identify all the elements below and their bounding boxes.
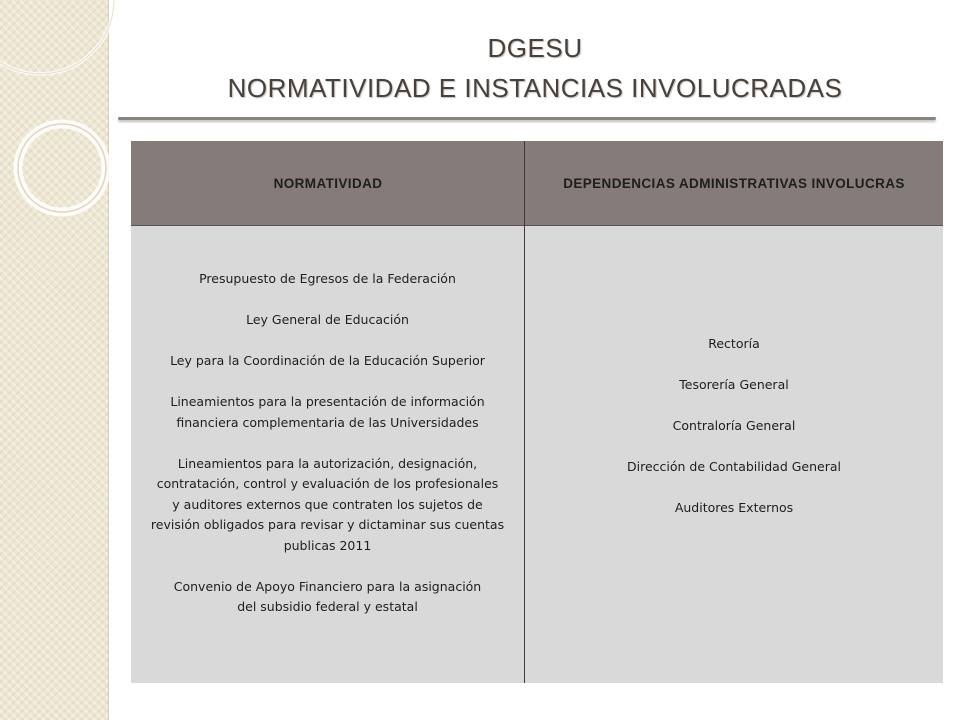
table-header-dependencias: DEPENDENCIAS ADMINISTRATIVAS INVOLUCRAS (525, 141, 943, 225)
normatividad-item-line: Lineamientos para la autorización, designación, (177, 455, 478, 471)
dependencia-item: Rectoría (708, 336, 760, 351)
normatividad-item-line: del subsidio federal y estatal (237, 599, 418, 614)
normatividad-table (131, 141, 943, 683)
dependencia-item: Dirección de Contabilidad General (627, 459, 841, 474)
normatividad-item-line: publicas 2011 (283, 537, 372, 553)
table-header-normatividad: NORMATIVIDAD (131, 141, 525, 225)
header-divider (131, 225, 943, 226)
slide-subtitle: NORMATIVIDAD E INSTANCIAS INVOLUCRADAS (227, 73, 843, 103)
normatividad-item-line: y auditores externos que contraten los sujetos de (172, 496, 483, 512)
normatividad-item-line: Convenio de Apoyo Financiero para la asignación (173, 578, 482, 594)
normatividad-item: Presupuesto de Egresos de la Federación (199, 271, 456, 286)
dependencias-list (525, 334, 943, 519)
normatividad-item-line: Lineamientos para la presentación de información (170, 394, 485, 409)
dependencia-item: Auditores Externos (674, 500, 794, 515)
title-divider (118, 117, 936, 120)
normatividad-list (131, 269, 524, 618)
normatividad-item-line: contratación, control y evaluación de los profesionales (156, 476, 499, 491)
normatividad-item-line: financiera complementaria de las Universidades (176, 414, 479, 430)
normatividad-item-line: revisión obligados para revisar y dictaminar sus cuentas (150, 517, 505, 532)
dependencia-item: Contraloría General (672, 418, 796, 433)
normatividad-item: Ley General de Educación (246, 312, 409, 327)
slide-title: DGESU (487, 33, 583, 63)
dependencia-item: Tesorería General (679, 377, 789, 392)
normatividad-item: Ley para la Coordinación de la Educación Superior (170, 353, 485, 368)
